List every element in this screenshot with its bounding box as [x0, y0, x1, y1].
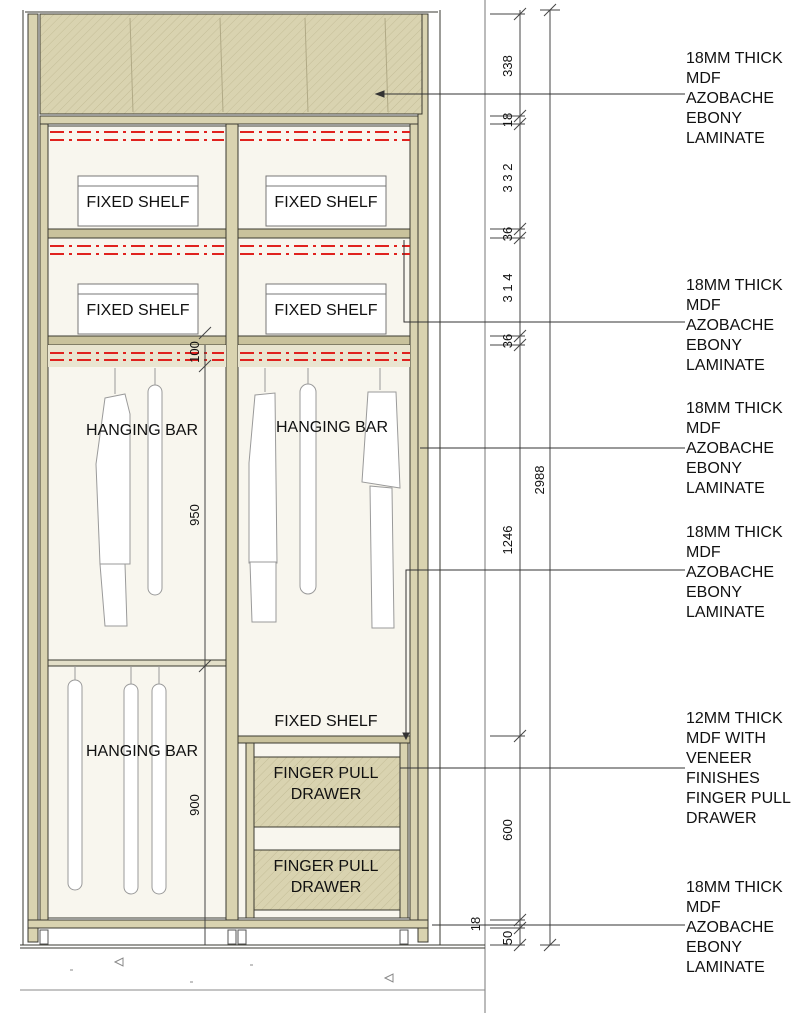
left-side-panel: [28, 14, 38, 942]
svg-text:LAMINATE: LAMINATE: [686, 604, 765, 621]
svg-text:EBONY: EBONY: [686, 460, 743, 477]
dim-2988: 2988: [532, 465, 547, 495]
dim-36-a: 36: [500, 226, 515, 242]
center-partition: [226, 124, 238, 920]
garment-trouser-right: [300, 384, 316, 594]
drawer-top-shelf: [238, 736, 410, 743]
svg-text:EBONY: EBONY: [686, 584, 743, 601]
label-fixed-shelf-3: FIXED SHELF: [86, 302, 190, 319]
garment-trouser-lower-1: [68, 680, 82, 890]
svg-text:FINGER PULL: FINGER PULL: [686, 790, 791, 807]
label-drawer-2-line-2: DRAWER: [290, 879, 362, 896]
drawer-left-runner: [246, 743, 254, 918]
dim-18-bottom: 18: [468, 916, 483, 932]
dim-36-b: 36: [500, 333, 515, 349]
svg-text:EBONY: EBONY: [686, 337, 743, 354]
garment-trouser-left: [148, 385, 162, 595]
svg-text:LAMINATE: LAMINATE: [686, 959, 765, 976]
note-2: [686, 277, 783, 374]
dim-600: 600: [500, 819, 515, 841]
svg-text:18MM THICK: 18MM THICK: [686, 524, 783, 541]
note-4: [686, 524, 783, 621]
right-shelf-2: [238, 336, 410, 345]
svg-text:LAMINATE: LAMINATE: [686, 130, 765, 147]
dim-100: 100: [187, 341, 202, 363]
right-side-panel: [418, 14, 428, 942]
label-fixed-shelf-4: FIXED SHELF: [274, 302, 378, 319]
note-3: [686, 400, 783, 497]
note-1: [686, 50, 783, 147]
svg-text:MDF: MDF: [686, 70, 721, 87]
svg-text:AZOBACHE: AZOBACHE: [686, 919, 775, 936]
loft-panel: [40, 14, 422, 114]
dim-50: 50: [500, 930, 515, 946]
left-lower-rail: [48, 660, 226, 666]
svg-text:18MM THICK: 18MM THICK: [686, 277, 783, 294]
label-hanging-bar-2: HANGING BAR: [275, 419, 389, 436]
svg-text:AZOBACHE: AZOBACHE: [686, 564, 775, 581]
svg-text:MDF: MDF: [686, 297, 721, 314]
svg-text:FINISHES: FINISHES: [686, 770, 760, 787]
svg-text:MDF WITH: MDF WITH: [686, 730, 766, 747]
material-notes: [686, 50, 791, 976]
svg-text:DRAWER: DRAWER: [686, 810, 757, 827]
loft-base-shelf: [40, 116, 418, 124]
label-fixed-shelf-2: FIXED SHELF: [274, 194, 378, 211]
svg-text:12MM THICK: 12MM THICK: [686, 710, 783, 727]
label-drawer-1-line-2: DRAWER: [290, 786, 362, 803]
svg-text:18MM THICK: 18MM THICK: [686, 50, 783, 67]
svg-text:LAMINATE: LAMINATE: [686, 357, 765, 374]
label-hanging-bar-1: HANGING BAR: [85, 422, 199, 439]
svg-text:MDF: MDF: [686, 899, 721, 916]
dim-18-top: 18: [500, 112, 515, 128]
dim-900: 900: [187, 794, 202, 816]
note-5: [686, 710, 791, 827]
garment-trouser-lower-3: [152, 684, 166, 894]
svg-text:18MM THICK: 18MM THICK: [686, 400, 783, 417]
svg-text:EBONY: EBONY: [686, 110, 743, 127]
svg-text:AZOBACHE: AZOBACHE: [686, 317, 775, 334]
label-drawer-1-line-1: FINGER PULL: [273, 765, 379, 782]
dim-338: 338: [500, 55, 515, 77]
svg-text:EBONY: EBONY: [686, 939, 743, 956]
label-fixed-shelf-1: FIXED SHELF: [86, 194, 190, 211]
garment-trouser-lower-2: [124, 684, 138, 894]
svg-text:MDF: MDF: [686, 544, 721, 561]
dim-332: 3 3 2: [500, 163, 515, 193]
adjustable-legs: [40, 930, 408, 944]
base-panel: [28, 920, 428, 928]
right-rail-band: [238, 345, 410, 367]
right-inner-panel: [410, 124, 418, 920]
leader-5: [400, 768, 685, 800]
dim-950: 950: [187, 504, 202, 526]
label-drawer-2-line-1: FINGER PULL: [273, 858, 379, 875]
svg-text:18MM THICK: 18MM THICK: [686, 879, 783, 896]
svg-text:AZOBACHE: AZOBACHE: [686, 90, 775, 107]
label-fixed-shelf-5: FIXED SHELF: [274, 713, 378, 730]
dim-1246: 1246: [500, 525, 515, 555]
svg-text:AZOBACHE: AZOBACHE: [686, 440, 775, 457]
dim-314: 3 1 4: [500, 273, 515, 303]
leader-4: [406, 570, 685, 733]
floor-hatch: [70, 958, 393, 982]
svg-text:MDF: MDF: [686, 420, 721, 437]
right-shelf-1: [238, 229, 410, 238]
leader-2: [404, 240, 685, 322]
svg-text:VENEER: VENEER: [686, 750, 752, 767]
svg-text:LAMINATE: LAMINATE: [686, 480, 765, 497]
note-6: [686, 879, 783, 976]
left-shelf-1: [48, 229, 226, 238]
left-inner-panel: [40, 124, 48, 920]
drawer-right-runner: [400, 743, 408, 918]
label-hanging-bar-3: HANGING BAR: [85, 743, 199, 760]
